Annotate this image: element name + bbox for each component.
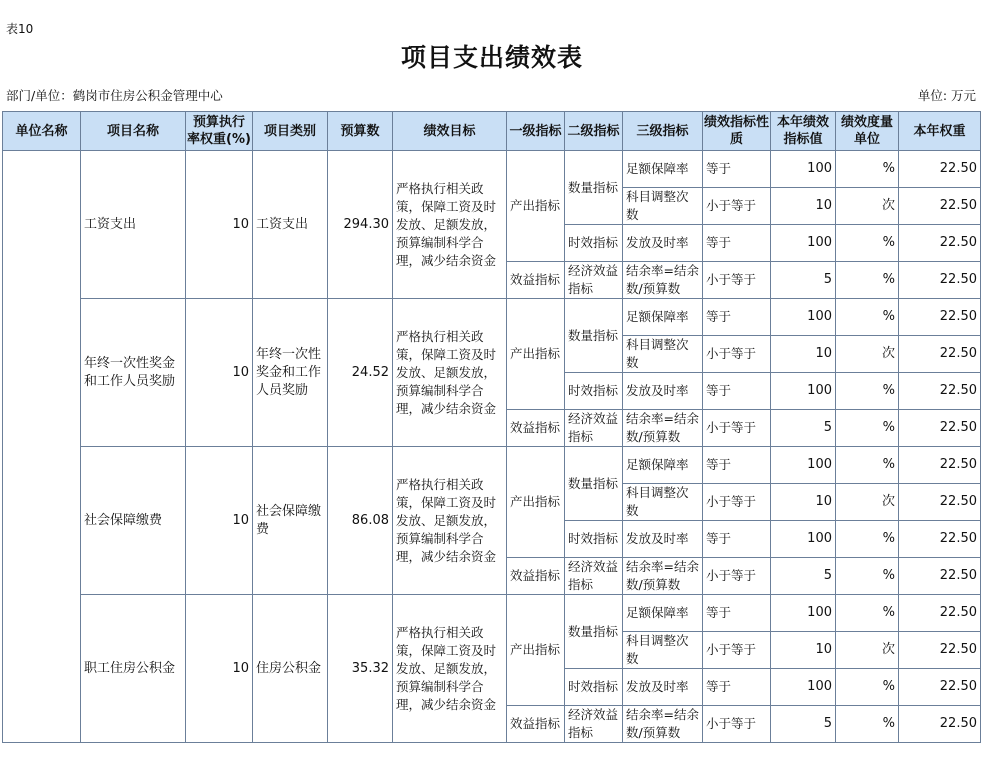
indicator-value-cell: 100	[771, 373, 836, 410]
level2-indicator-cell: 数量指标	[565, 151, 623, 225]
level3-indicator-cell: 足额保障率	[623, 299, 703, 336]
annual-weight-cell: 22.50	[899, 521, 981, 558]
level2-indicator-cell: 时效指标	[565, 521, 623, 558]
project-category-cell: 住房公积金	[253, 595, 328, 743]
header-unit-name: 单位名称	[3, 112, 81, 151]
annual-weight-cell: 22.50	[899, 151, 981, 188]
header-project-category: 项目类别	[253, 112, 328, 151]
header-row	[3, 112, 981, 151]
header-indicator-value: 本年绩效指标值	[771, 112, 836, 151]
measure-unit-cell: %	[836, 373, 899, 410]
indicator-value-cell: 100	[771, 595, 836, 632]
level3-indicator-cell: 科目调整次数	[623, 336, 703, 373]
level2-indicator-cell: 数量指标	[565, 447, 623, 521]
annual-weight-cell: 22.50	[899, 595, 981, 632]
level1-indicator-cell: 效益指标	[507, 706, 565, 743]
annual-weight-cell: 22.50	[899, 669, 981, 706]
project-name-cell: 社会保障缴费	[81, 447, 186, 595]
header-performance-goal: 绩效目标	[393, 112, 507, 151]
level3-indicator-cell: 发放及时率	[623, 373, 703, 410]
project-category-cell: 年终一次性奖金和工作人员奖励	[253, 299, 328, 447]
level3-indicator-cell: 结余率=结余数/预算数	[623, 410, 703, 447]
measure-unit-cell: %	[836, 410, 899, 447]
indicator-value-cell: 5	[771, 706, 836, 743]
indicator-value-cell: 5	[771, 410, 836, 447]
indicator-value-cell: 100	[771, 225, 836, 262]
header-annual-weight: 本年权重	[899, 112, 981, 151]
measure-unit-cell: %	[836, 225, 899, 262]
measure-unit-cell: %	[836, 521, 899, 558]
annual-weight-cell: 22.50	[899, 336, 981, 373]
unit-name-cell	[3, 151, 81, 743]
indicator-nature-cell: 小于等于	[703, 558, 771, 595]
indicator-nature-cell: 小于等于	[703, 484, 771, 521]
budget-cell: 86.08	[328, 447, 393, 595]
currency-unit-label: 单位: 万元	[917, 88, 976, 103]
level2-indicator-cell: 经济效益指标	[565, 706, 623, 743]
level1-indicator-cell: 效益指标	[507, 410, 565, 447]
annual-weight-cell: 22.50	[899, 225, 981, 262]
budget-cell: 294.30	[328, 151, 393, 299]
performance-table	[2, 111, 981, 743]
annual-weight-cell: 22.50	[899, 558, 981, 595]
table-number: 表10	[6, 22, 34, 36]
measure-unit-cell: %	[836, 558, 899, 595]
annual-weight-cell: 22.50	[899, 188, 981, 225]
indicator-nature-cell: 小于等于	[703, 188, 771, 225]
indicator-value-cell: 5	[771, 558, 836, 595]
indicator-value-cell: 100	[771, 669, 836, 706]
level1-indicator-cell: 产出指标	[507, 151, 565, 262]
budget-cell: 35.32	[328, 595, 393, 743]
level3-indicator-cell: 科目调整次数	[623, 484, 703, 521]
indicator-nature-cell: 等于	[703, 373, 771, 410]
indicator-nature-cell: 小于等于	[703, 632, 771, 669]
annual-weight-cell: 22.50	[899, 484, 981, 521]
level2-indicator-cell: 时效指标	[565, 225, 623, 262]
annual-weight-cell: 22.50	[899, 373, 981, 410]
project-name-cell: 年终一次性奖金和工作人员奖励	[81, 299, 186, 447]
indicator-nature-cell: 小于等于	[703, 336, 771, 373]
level3-indicator-cell: 发放及时率	[623, 669, 703, 706]
execution-weight-cell: 10	[186, 299, 253, 447]
annual-weight-cell: 22.50	[899, 262, 981, 299]
measure-unit-cell: 次	[836, 188, 899, 225]
annual-weight-cell: 22.50	[899, 706, 981, 743]
performance-goal-cell: 严格执行相关政策，保障工资及时发放、足额发放，预算编制科学合理，减少结余资金	[393, 299, 507, 447]
measure-unit-cell: %	[836, 262, 899, 299]
measure-unit-cell: %	[836, 669, 899, 706]
header-level3: 三级指标	[623, 112, 703, 151]
department-label: 部门/单位：鹤岗市住房公积金管理中心	[6, 88, 223, 103]
budget-cell: 24.52	[328, 299, 393, 447]
measure-unit-cell: 次	[836, 484, 899, 521]
level1-indicator-cell: 产出指标	[507, 595, 565, 706]
level3-indicator-cell: 足额保障率	[623, 151, 703, 188]
execution-weight-cell: 10	[186, 447, 253, 595]
level2-indicator-cell: 时效指标	[565, 669, 623, 706]
project-name-cell: 工资支出	[81, 151, 186, 299]
indicator-nature-cell: 等于	[703, 447, 771, 484]
level3-indicator-cell: 结余率=结余数/预算数	[623, 706, 703, 743]
indicator-value-cell: 10	[771, 188, 836, 225]
level2-indicator-cell: 数量指标	[565, 595, 623, 669]
header-level2: 二级指标	[565, 112, 623, 151]
indicator-nature-cell: 等于	[703, 151, 771, 188]
indicator-value-cell: 10	[771, 632, 836, 669]
level3-indicator-cell: 科目调整次数	[623, 188, 703, 225]
performance-goal-cell: 严格执行相关政策，保障工资及时发放、足额发放，预算编制科学合理，减少结余资金	[393, 151, 507, 299]
indicator-nature-cell: 等于	[703, 595, 771, 632]
level3-indicator-cell: 发放及时率	[623, 225, 703, 262]
indicator-value-cell: 100	[771, 521, 836, 558]
execution-weight-cell: 10	[186, 595, 253, 743]
measure-unit-cell: %	[836, 151, 899, 188]
header-budget: 预算数	[328, 112, 393, 151]
measure-unit-cell: %	[836, 706, 899, 743]
annual-weight-cell: 22.50	[899, 299, 981, 336]
indicator-nature-cell: 小于等于	[703, 262, 771, 299]
level2-indicator-cell: 经济效益指标	[565, 262, 623, 299]
performance-goal-cell: 严格执行相关政策，保障工资及时发放、足额发放，预算编制科学合理，减少结余资金	[393, 595, 507, 743]
level3-indicator-cell: 结余率=结余数/预算数	[623, 262, 703, 299]
indicator-nature-cell: 等于	[703, 225, 771, 262]
table-body	[3, 151, 981, 743]
indicator-value-cell: 5	[771, 262, 836, 299]
header-nature: 绩效指标性质	[703, 112, 771, 151]
execution-weight-cell: 10	[186, 151, 253, 299]
header-level1: 一级指标	[507, 112, 565, 151]
level2-indicator-cell: 经济效益指标	[565, 410, 623, 447]
header-measure-unit: 绩效度量单位	[836, 112, 899, 151]
table-row	[3, 299, 981, 336]
annual-weight-cell: 22.50	[899, 447, 981, 484]
level3-indicator-cell: 足额保障率	[623, 447, 703, 484]
measure-unit-cell: 次	[836, 336, 899, 373]
level3-indicator-cell: 结余率=结余数/预算数	[623, 558, 703, 595]
level1-indicator-cell: 效益指标	[507, 558, 565, 595]
project-name-cell: 职工住房公积金	[81, 595, 186, 743]
header-execution-weight: 预算执行率权重(%)	[186, 112, 253, 151]
level3-indicator-cell: 足额保障率	[623, 595, 703, 632]
measure-unit-cell: %	[836, 299, 899, 336]
indicator-nature-cell: 等于	[703, 669, 771, 706]
annual-weight-cell: 22.50	[899, 410, 981, 447]
level3-indicator-cell: 发放及时率	[623, 521, 703, 558]
indicator-nature-cell: 小于等于	[703, 410, 771, 447]
measure-unit-cell: 次	[836, 632, 899, 669]
table-row	[3, 447, 981, 484]
indicator-value-cell: 100	[771, 299, 836, 336]
level2-indicator-cell: 时效指标	[565, 373, 623, 410]
indicator-nature-cell: 小于等于	[703, 706, 771, 743]
level1-indicator-cell: 产出指标	[507, 447, 565, 558]
project-category-cell: 社会保障缴费	[253, 447, 328, 595]
measure-unit-cell: %	[836, 447, 899, 484]
level2-indicator-cell: 经济效益指标	[565, 558, 623, 595]
indicator-nature-cell: 等于	[703, 299, 771, 336]
performance-goal-cell: 严格执行相关政策，保障工资及时发放、足额发放，预算编制科学合理，减少结余资金	[393, 447, 507, 595]
annual-weight-cell: 22.50	[899, 632, 981, 669]
measure-unit-cell: %	[836, 595, 899, 632]
indicator-value-cell: 100	[771, 447, 836, 484]
indicator-value-cell: 10	[771, 336, 836, 373]
level2-indicator-cell: 数量指标	[565, 299, 623, 373]
level1-indicator-cell: 效益指标	[507, 262, 565, 299]
indicator-value-cell: 10	[771, 484, 836, 521]
page-title: 项目支出绩效表	[400, 43, 583, 72]
table-row	[3, 151, 981, 188]
indicator-nature-cell: 等于	[703, 521, 771, 558]
level1-indicator-cell: 产出指标	[507, 299, 565, 410]
header-project-name: 项目名称	[81, 112, 186, 151]
project-category-cell: 工资支出	[253, 151, 328, 299]
level3-indicator-cell: 科目调整次数	[623, 632, 703, 669]
indicator-value-cell: 100	[771, 151, 836, 188]
table-row	[3, 595, 981, 632]
